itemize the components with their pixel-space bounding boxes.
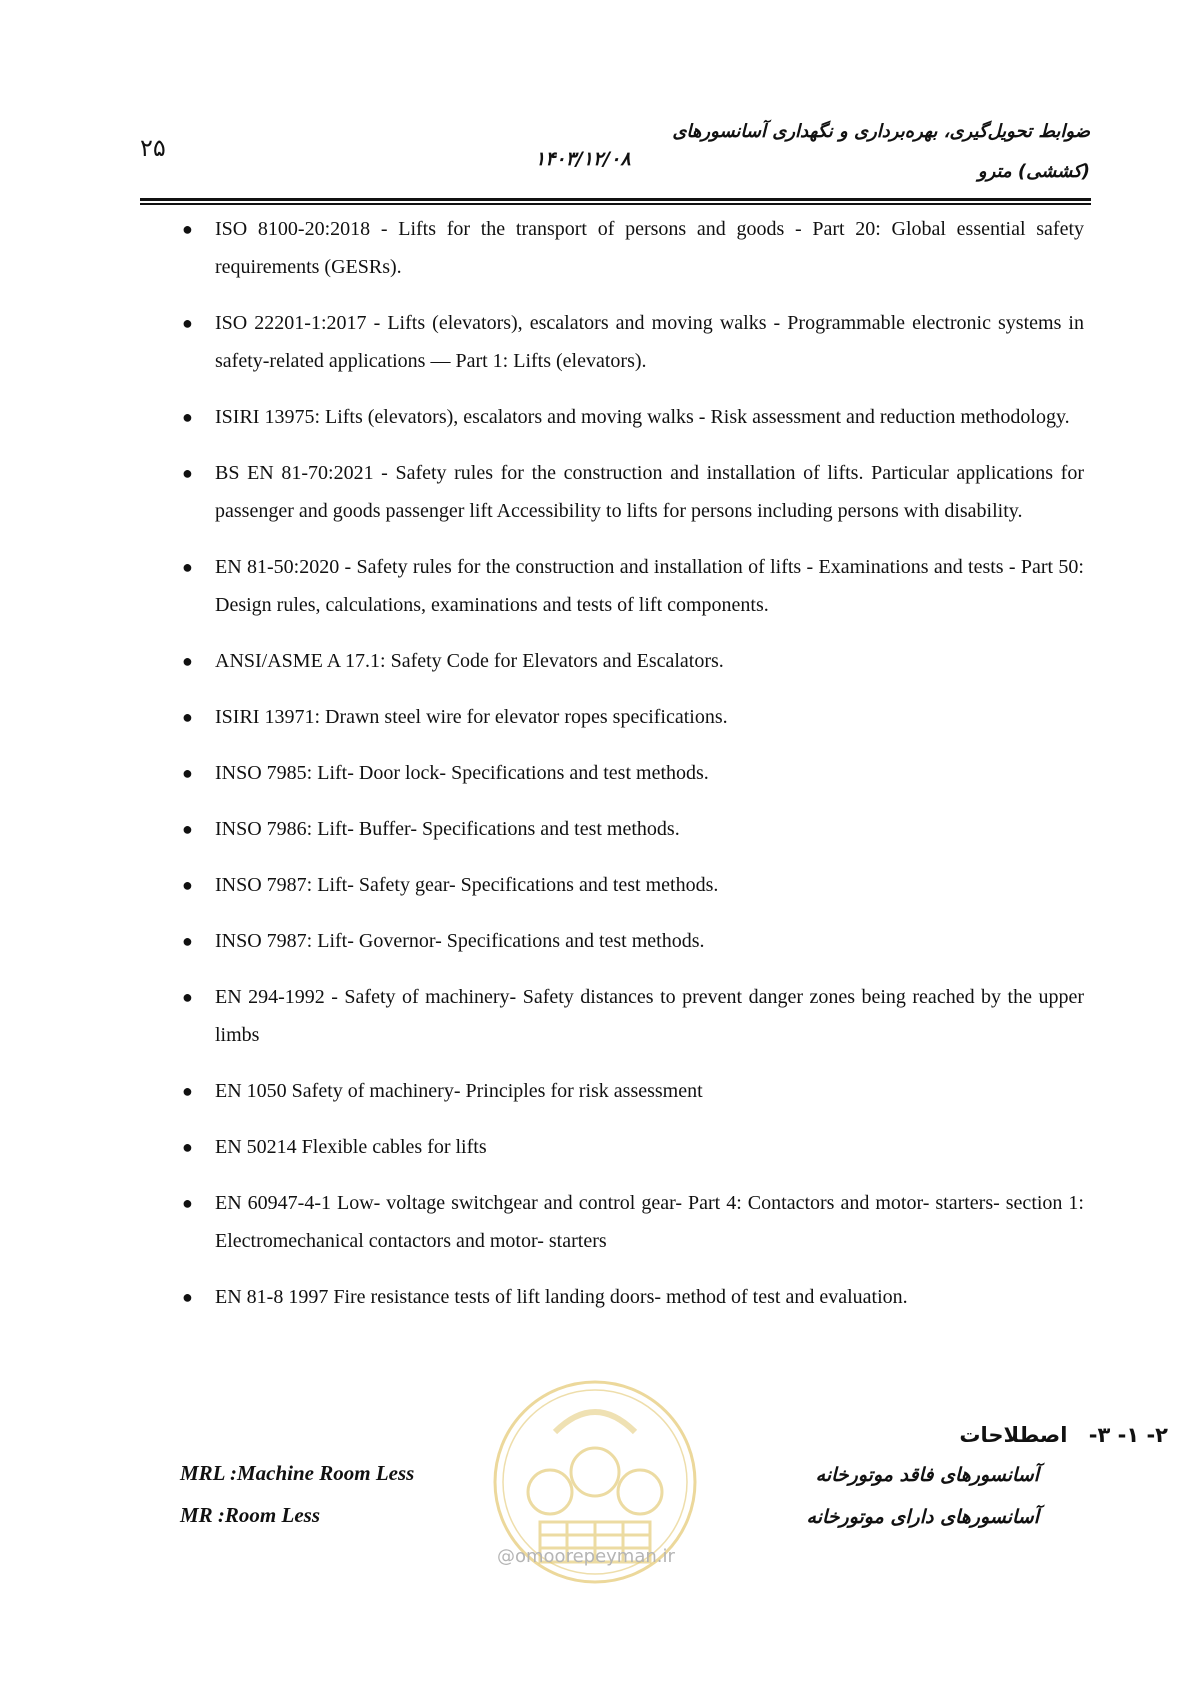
term-english: MRL :Machine Room Less bbox=[180, 1461, 415, 1485]
document-title bbox=[650, 112, 1090, 192]
reference-item bbox=[140, 210, 1084, 286]
term-english: MR :Room Less bbox=[180, 1503, 321, 1527]
reference-item bbox=[140, 1184, 1084, 1260]
header-divider bbox=[140, 198, 1091, 205]
reference-text: EN 294-1992 - Safety of machinery- Safety distances to prevent danger zones being reached by the upper limbs bbox=[215, 986, 1084, 1046]
reference-text: BS EN 81-70:2021 - Safety rules for the construction and installation of lifts. Particular applications for passenger and goods passenger lift Accessibility to lifts for persons including persons with disability. bbox=[215, 462, 1084, 522]
bullet-icon: ● bbox=[182, 557, 193, 577]
bullet-icon: ● bbox=[182, 1193, 193, 1213]
reference-text: INSO 7987: Lift- Safety gear- Specifications and test methods. bbox=[215, 874, 719, 896]
bullet-icon: ● bbox=[182, 763, 193, 783]
reference-item bbox=[140, 1128, 1084, 1166]
bullet-icon: ● bbox=[182, 463, 193, 483]
reference-item bbox=[140, 698, 1084, 736]
reference-item bbox=[140, 810, 1084, 848]
reference-text: ISO 8100-20:2018 - Lifts for the transport of persons and goods - Part 20: Global essential safety requirements (GESRs). bbox=[215, 218, 1084, 278]
reference-text: EN 60947-4-1 Low- voltage switchgear and control gear- Part 4: Contactors and motor- starters- section 1: Electromechanical contactors and motor- starters bbox=[215, 1192, 1084, 1252]
reference-text: EN 81-50:2020 - Safety rules for the construction and installation of lifts - Examinations and tests - Part 50: Design rules, calculations, examinations and tests of lift components. bbox=[215, 556, 1084, 616]
reference-text: ISIRI 13975: Lifts (elevators), escalators and moving walks - Risk assessment and reduction methodology. bbox=[215, 406, 1070, 428]
reference-text: INSO 7985: Lift- Door lock- Specifications and test methods. bbox=[215, 762, 709, 784]
reference-text: ANSI/ASME A 17.1: Safety Code for Elevators and Escalators. bbox=[215, 650, 724, 672]
reference-text: EN 1050 Safety of machinery- Principles for risk assessment bbox=[215, 1080, 703, 1102]
reference-item bbox=[140, 978, 1084, 1054]
reference-text: EN 81-8 1997 Fire resistance tests of lift landing doors- method of test and evaluation. bbox=[215, 1286, 908, 1308]
reference-item bbox=[140, 642, 1084, 680]
reference-text: ISO 22201-1:2017 - Lifts (elevators), escalators and moving walks - Programmable electronic systems in safety-related applications — Part 1: Lifts (elevators). bbox=[215, 312, 1084, 372]
reference-item bbox=[140, 454, 1084, 530]
document-title-line-2: (کششی) مترو bbox=[977, 161, 1090, 182]
bullet-icon: ● bbox=[182, 313, 193, 333]
reference-item bbox=[140, 1072, 1084, 1110]
reference-item bbox=[140, 548, 1084, 624]
reference-item bbox=[140, 304, 1084, 380]
bullet-icon: ● bbox=[182, 219, 193, 239]
bullet-icon: ● bbox=[182, 875, 193, 895]
reference-item bbox=[140, 922, 1084, 960]
term-persian: آسانسورهای فاقد موتورخانه bbox=[815, 1464, 1039, 1486]
references-list bbox=[140, 210, 1084, 1334]
reference-item bbox=[140, 866, 1084, 904]
bullet-icon: ● bbox=[182, 407, 193, 427]
bullet-icon: ● bbox=[182, 987, 193, 1007]
terms-section-title: اصطلاحات bbox=[959, 1423, 1068, 1447]
reference-item bbox=[140, 1278, 1084, 1316]
terms-section-heading bbox=[959, 1423, 1168, 1447]
reference-item bbox=[140, 754, 1084, 792]
reference-item bbox=[140, 398, 1084, 436]
bullet-icon: ● bbox=[182, 1287, 193, 1307]
bullet-icon: ● bbox=[182, 931, 193, 951]
term-persian: آسانسورهای دارای موتورخانه bbox=[806, 1506, 1039, 1528]
terms-section-number: ۲- ۱- ۳- bbox=[1088, 1423, 1168, 1447]
reference-text: EN 50214 Flexible cables for lifts bbox=[215, 1136, 487, 1158]
bullet-icon: ● bbox=[182, 819, 193, 839]
bullet-icon: ● bbox=[182, 707, 193, 727]
reference-text: INSO 7986: Lift- Buffer- Specifications and test methods. bbox=[215, 818, 680, 840]
reference-text: INSO 7987: Lift- Governor- Specifications and test methods. bbox=[215, 930, 705, 952]
reference-text: ISIRI 13971: Drawn steel wire for elevator ropes specifications. bbox=[215, 706, 728, 728]
bullet-icon: ● bbox=[182, 651, 193, 671]
watermark-url: @omoorepeyman.ir bbox=[497, 1546, 675, 1567]
bullet-icon: ● bbox=[182, 1081, 193, 1101]
header-date: ۱۴۰۳/۱۲/۰۸ bbox=[535, 148, 631, 170]
bullet-icon: ● bbox=[182, 1137, 193, 1157]
document-title-line-1: ضوابط تحویل‌گیری، بهره‌برداری و نگهداری آسانسورهای bbox=[672, 121, 1090, 142]
page-number: ۲۵ bbox=[140, 134, 166, 162]
